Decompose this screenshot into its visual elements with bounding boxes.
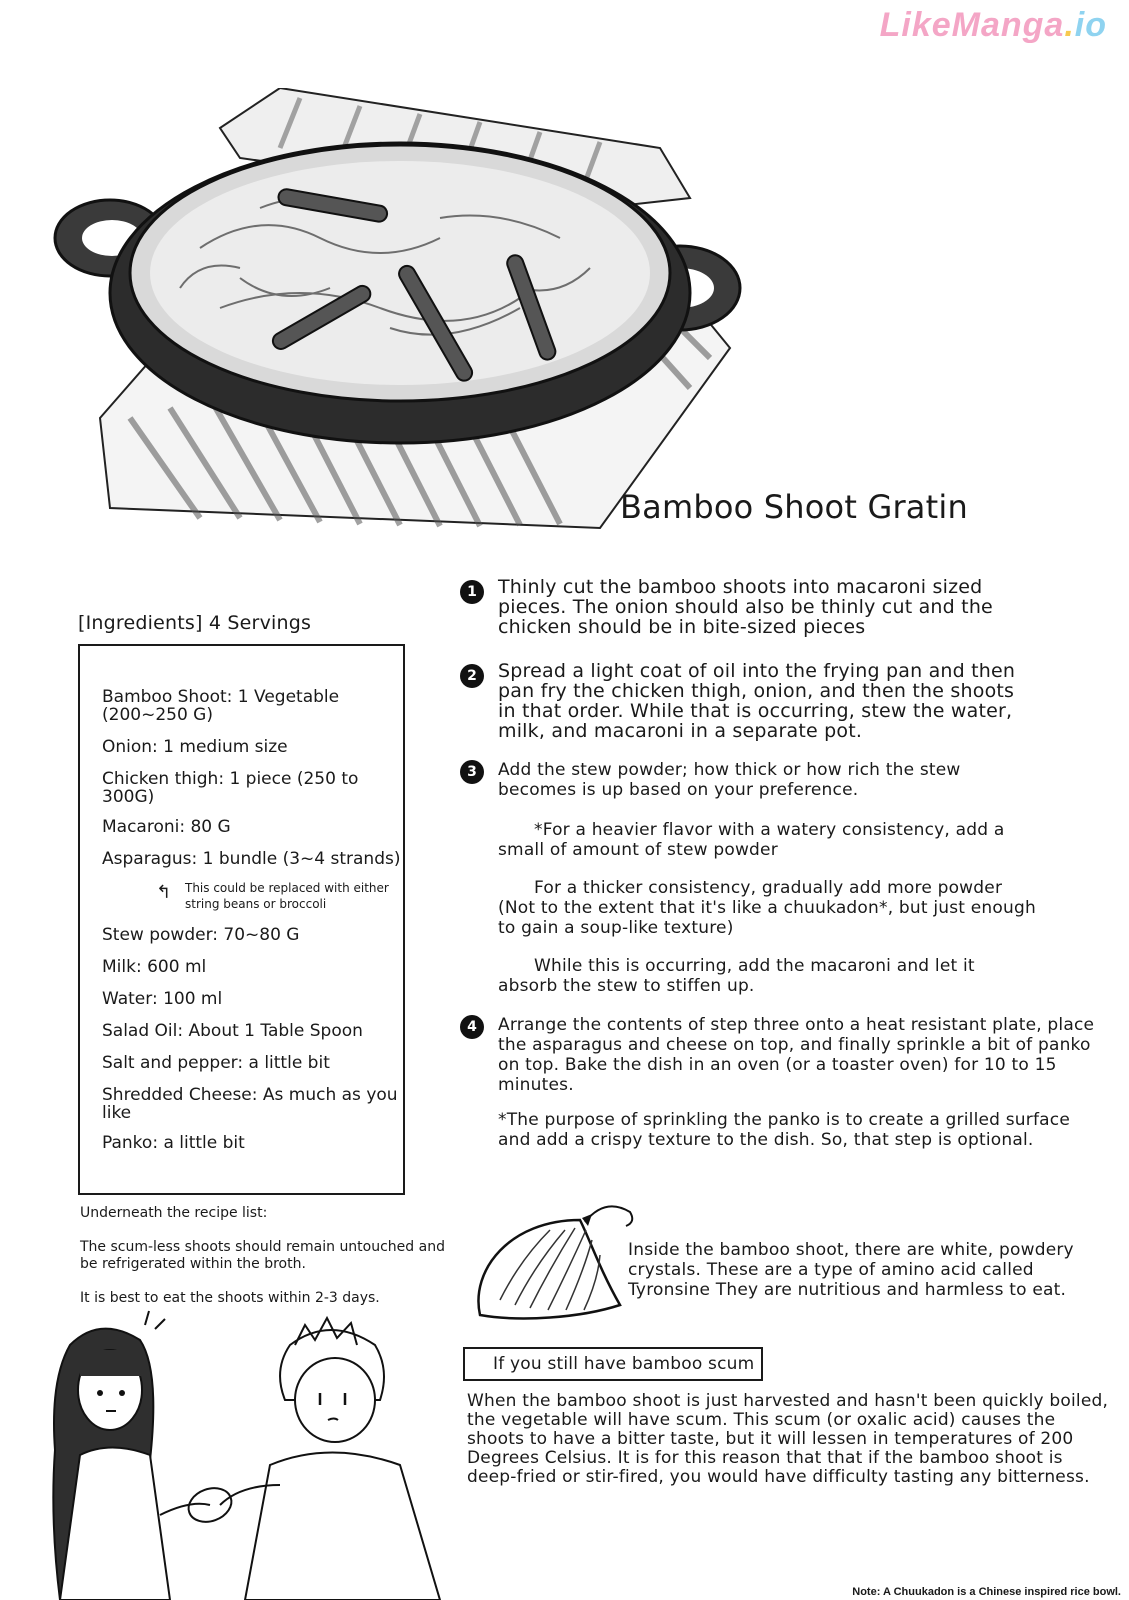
ingredient-item: Chicken thigh: 1 piece (250 to 300G) [102,769,359,807]
ingredient-item: Bamboo Shoot: 1 Vegetable (200~250 G) [102,687,340,725]
step-1-text: Thinly cut the bamboo shoots into macaroni sized pieces. The onion should also be thinly cut and the chicken should be in bite-sized pieces [498,576,993,638]
step-number-badge: 1 [460,580,484,604]
step-3-macaroni-note: While this is occurring, add the macaroni and let it absorb the stew to stiffen up. [498,956,975,996]
characters-illustration [40,1305,460,1600]
watermark-part-2: . [1064,6,1075,44]
ingredient-item: Macaroni: 80 G [102,817,231,837]
step-number-badge: 3 [460,760,484,784]
underneath-note-timing: It is best to eat the shoots within 2-3 days. [80,1290,380,1306]
step-4-panko-note: *The purpose of sprinkling the panko is to create a grilled surface and add a crispy texture to the dish. So, that step is optional. [498,1110,1070,1150]
step-2-text: Spread a light coat of oil into the frying pan and then pan fry the chicken thigh, onion, and then the shoots in that order. While that is occurring, stew the water, milk, and macaroni in a separate pot. [498,660,1016,742]
ingredient-item: Onion: 1 medium size [102,737,288,757]
ingredient-item: Shredded Cheese: As much as you like [102,1085,398,1123]
watermark-logo [880,6,1107,45]
watermark-part-1: LikeManga [879,6,1065,44]
ingredient-item: Salad Oil: About 1 Table Spoon [102,1021,363,1041]
recipe-title: Bamboo Shoot Gratin [620,488,968,526]
step-3-thicker-consistency-note: For a thicker consistency, gradually add more powder (Not to the extent that it's like a chuukadon*, but just enough to gain a soup-like texture) [498,878,1036,938]
ingredient-item: Asparagus: 1 bundle (3~4 strands) [102,849,401,869]
step-number-badge: 2 [460,664,484,688]
underneath-heading: Underneath the recipe list: [80,1205,268,1221]
step-4-text: Arrange the contents of step three onto a heat resistant plate, place the asparagus and cheese on top, and finally sprinkle a bit of panko on top. Bake the dish in an oven (or a toaster oven) for 10 to 15 minutes. [498,1015,1095,1095]
scum-heading-box [463,1347,763,1381]
bamboo-shoot-illustration [470,1200,640,1325]
scum-heading: If you still have bamboo scum [493,1354,755,1374]
ingredient-item: Water: 100 ml [102,989,223,1009]
crystal-info-text: Inside the bamboo shoot, there are white, powdery crystals. These are a type of amino acid called Tyronsine They are nutritious and harmless to eat. [628,1240,1074,1300]
asparagus-substitute-note: This could be replaced with either string beans or broccoli [185,881,389,911]
scum-explanation-text: When the bamboo shoot is just harvested and hasn't been quickly boiled, the vegetable will have scum. This scum (or oxalic acid) causes the shoots to have a bitter taste, but it will lessen in temperatures of 200 Degrees Celsius. It is for this reason that that if the bamboo shoot is deep-fried or stir-fired, you would have difficulty tasting any bitterness. [467,1391,1109,1487]
ingredients-box [78,644,405,1195]
ingredient-item: Panko: a little bit [102,1133,245,1153]
underneath-note-storage: The scum-less shoots should remain untouched and be refrigerated within the broth. [80,1239,445,1272]
chuukadon-footnote: Note: A Chuukadon is a Chinese inspired rice bowl. [852,1586,1121,1598]
gratin-dish-illustration [40,88,760,548]
step-number-badge: 4 [460,1015,484,1039]
ingredient-item: Stew powder: 70~80 G [102,925,300,945]
ingredients-heading: [Ingredients] 4 Servings [78,612,312,634]
step-3-text: Add the stew powder; how thick or how rich the stew becomes is up based on your preference. [498,760,961,800]
ingredient-item: Salt and pepper: a little bit [102,1053,330,1073]
ingredient-item: Milk: 600 ml [102,957,207,977]
step-3-heavier-flavor-note: *For a heavier flavor with a watery consistency, add a small of amount of stew powder [498,820,1005,860]
watermark-part-3: io [1074,6,1107,44]
curved-arrow-icon: ↰ [156,882,172,903]
